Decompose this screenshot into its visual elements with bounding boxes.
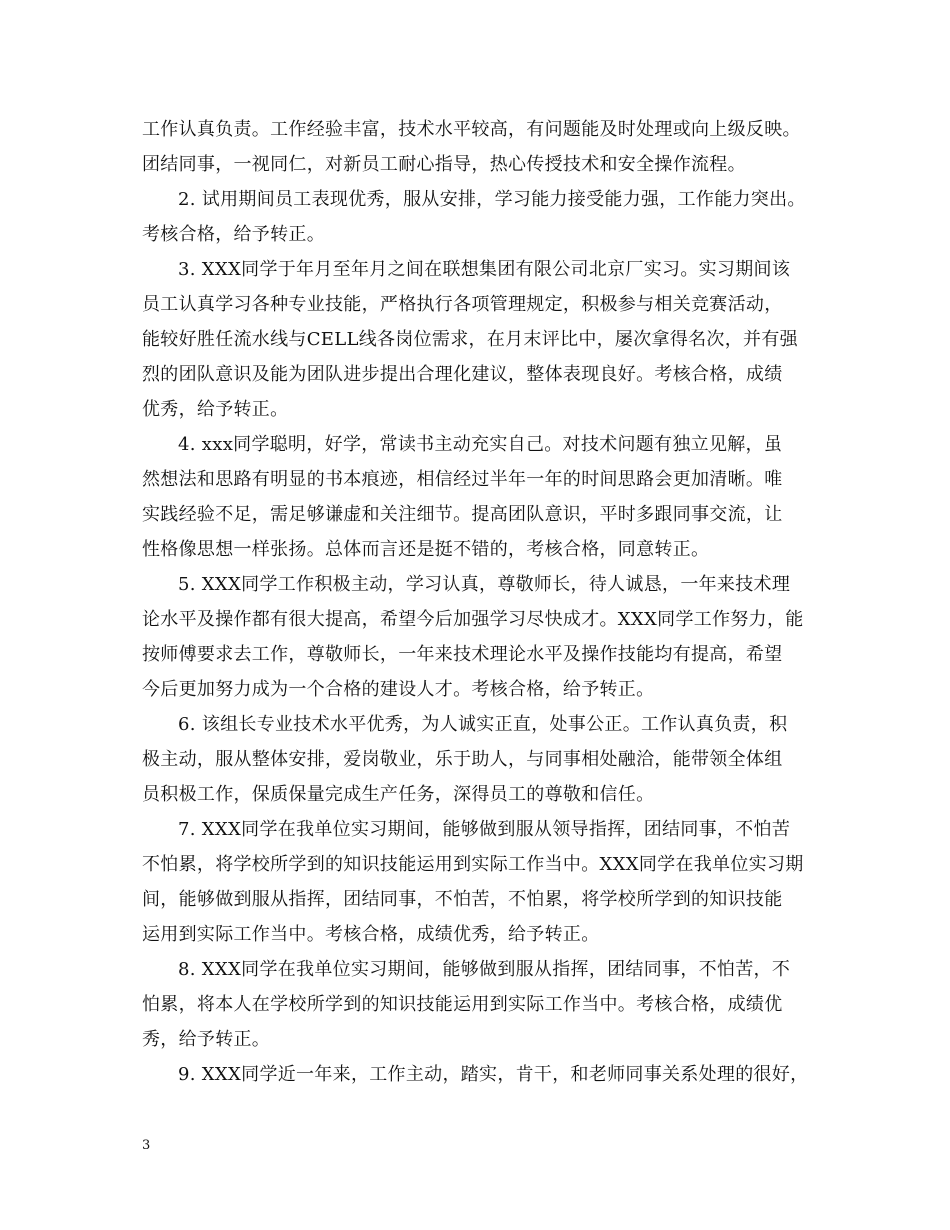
text-line: 优秀，给予转正。 [142,399,289,420]
text-line: 员工认真学习各种专业技能，严格执行各项管理规定，积极参与相关竞赛活动， [142,294,783,315]
body-text [142,112,810,1092]
text-line: 能较好胜任流水线与CELL线各岗位需求，在月末评比中，屡次拿得名次，并有强 [142,329,798,350]
text-line: 极主动，服从整体安排，爱岗敬业，乐于助人，与同事相处融洽，能带领全体组 [142,749,783,770]
text-line: 论水平及操作都有很大提高，希望今后加强学习尽快成才。XXX同学工作努力，能 [142,609,804,630]
text-line: 间，能够做到服从指挥，团结同事，不怕苦，不怕累，将学校所学到的知识技能 [142,889,783,910]
text-line: 8. XXX同学在我单位实习期间，能够做到服从指挥，团结同事，不怕苦，不 [178,959,791,980]
page-number: 3 [142,1138,151,1153]
text-line: 员积极工作，保质保量完成生产任务，深得员工的尊敬和信任。 [142,784,655,805]
text-line: 按师傅要求去工作，尊敬师长，一年来技术理论水平及操作技能均有提高，希望 [142,644,783,665]
text-line: 秀，给予转正。 [142,1029,271,1050]
text-line: 7. XXX同学在我单位实习期间，能够做到服从领导指挥，团结同事，不怕苦 [178,819,791,840]
text-line: 9. XXX同学近一年来，工作主动，踏实，肯干，和老师同事关系处理的很好， [178,1064,809,1085]
text-line: 工作认真负责。工作经验丰富，技术水平较高，有问题能及时处理或向上级反映。 [142,119,801,140]
text-line: 团结同事，一视同仁，对新员工耐心指导，热心传授技术和安全操作流程。 [142,154,746,175]
text-line: 然想法和思路有明显的书本痕迹，相信经过半年一年的时间思路会更加清晰。唯 [142,469,783,490]
text-line: 3. XXX同学于年月至年月之间在联想集团有限公司北京厂实习。实习期间该 [178,259,791,280]
text-line: 考核合格，给予转正。 [142,224,325,245]
text-line: 不怕累，将学校所学到的知识技能运用到实际工作当中。XXX同学在我单位实习期 [142,854,804,875]
text-line: 运用到实际工作当中。考核合格，成绩优秀，给予转正。 [142,924,600,945]
text-line: 烈的团队意识及能为团队进步提出合理化建议，整体表现良好。考核合格，成绩 [142,364,783,385]
text-line: 6. 该组长专业技术水平优秀，为人诚实正直，处事公正。工作认真负责，积 [178,714,788,735]
text-line: 2. 试用期间员工表现优秀，服从安排，学习能力接受能力强，工作能力突出。 [178,189,806,210]
text-line: 5. XXX同学工作积极主动，学习认真，尊敬师长，待人诚恳，一年来技术理 [178,574,791,595]
text-line: 怕累，将本人在学校所学到的知识技能运用到实际工作当中。考核合格，成绩优 [142,994,783,1015]
text-line: 今后更加努力成为一个合格的建设人才。考核合格，给予转正。 [142,679,655,700]
text-line: 4. xxx同学聪明，好学，常读书主动充实自己。对技术问题有独立见解，虽 [178,434,783,455]
text-line: 性格像思想一样张扬。总体而言还是挺不错的，考核合格，同意转正。 [142,539,710,560]
text-line: 实践经验不足，需足够谦虚和关注细节。提高团队意识，平时多跟同事交流，让 [142,504,783,525]
